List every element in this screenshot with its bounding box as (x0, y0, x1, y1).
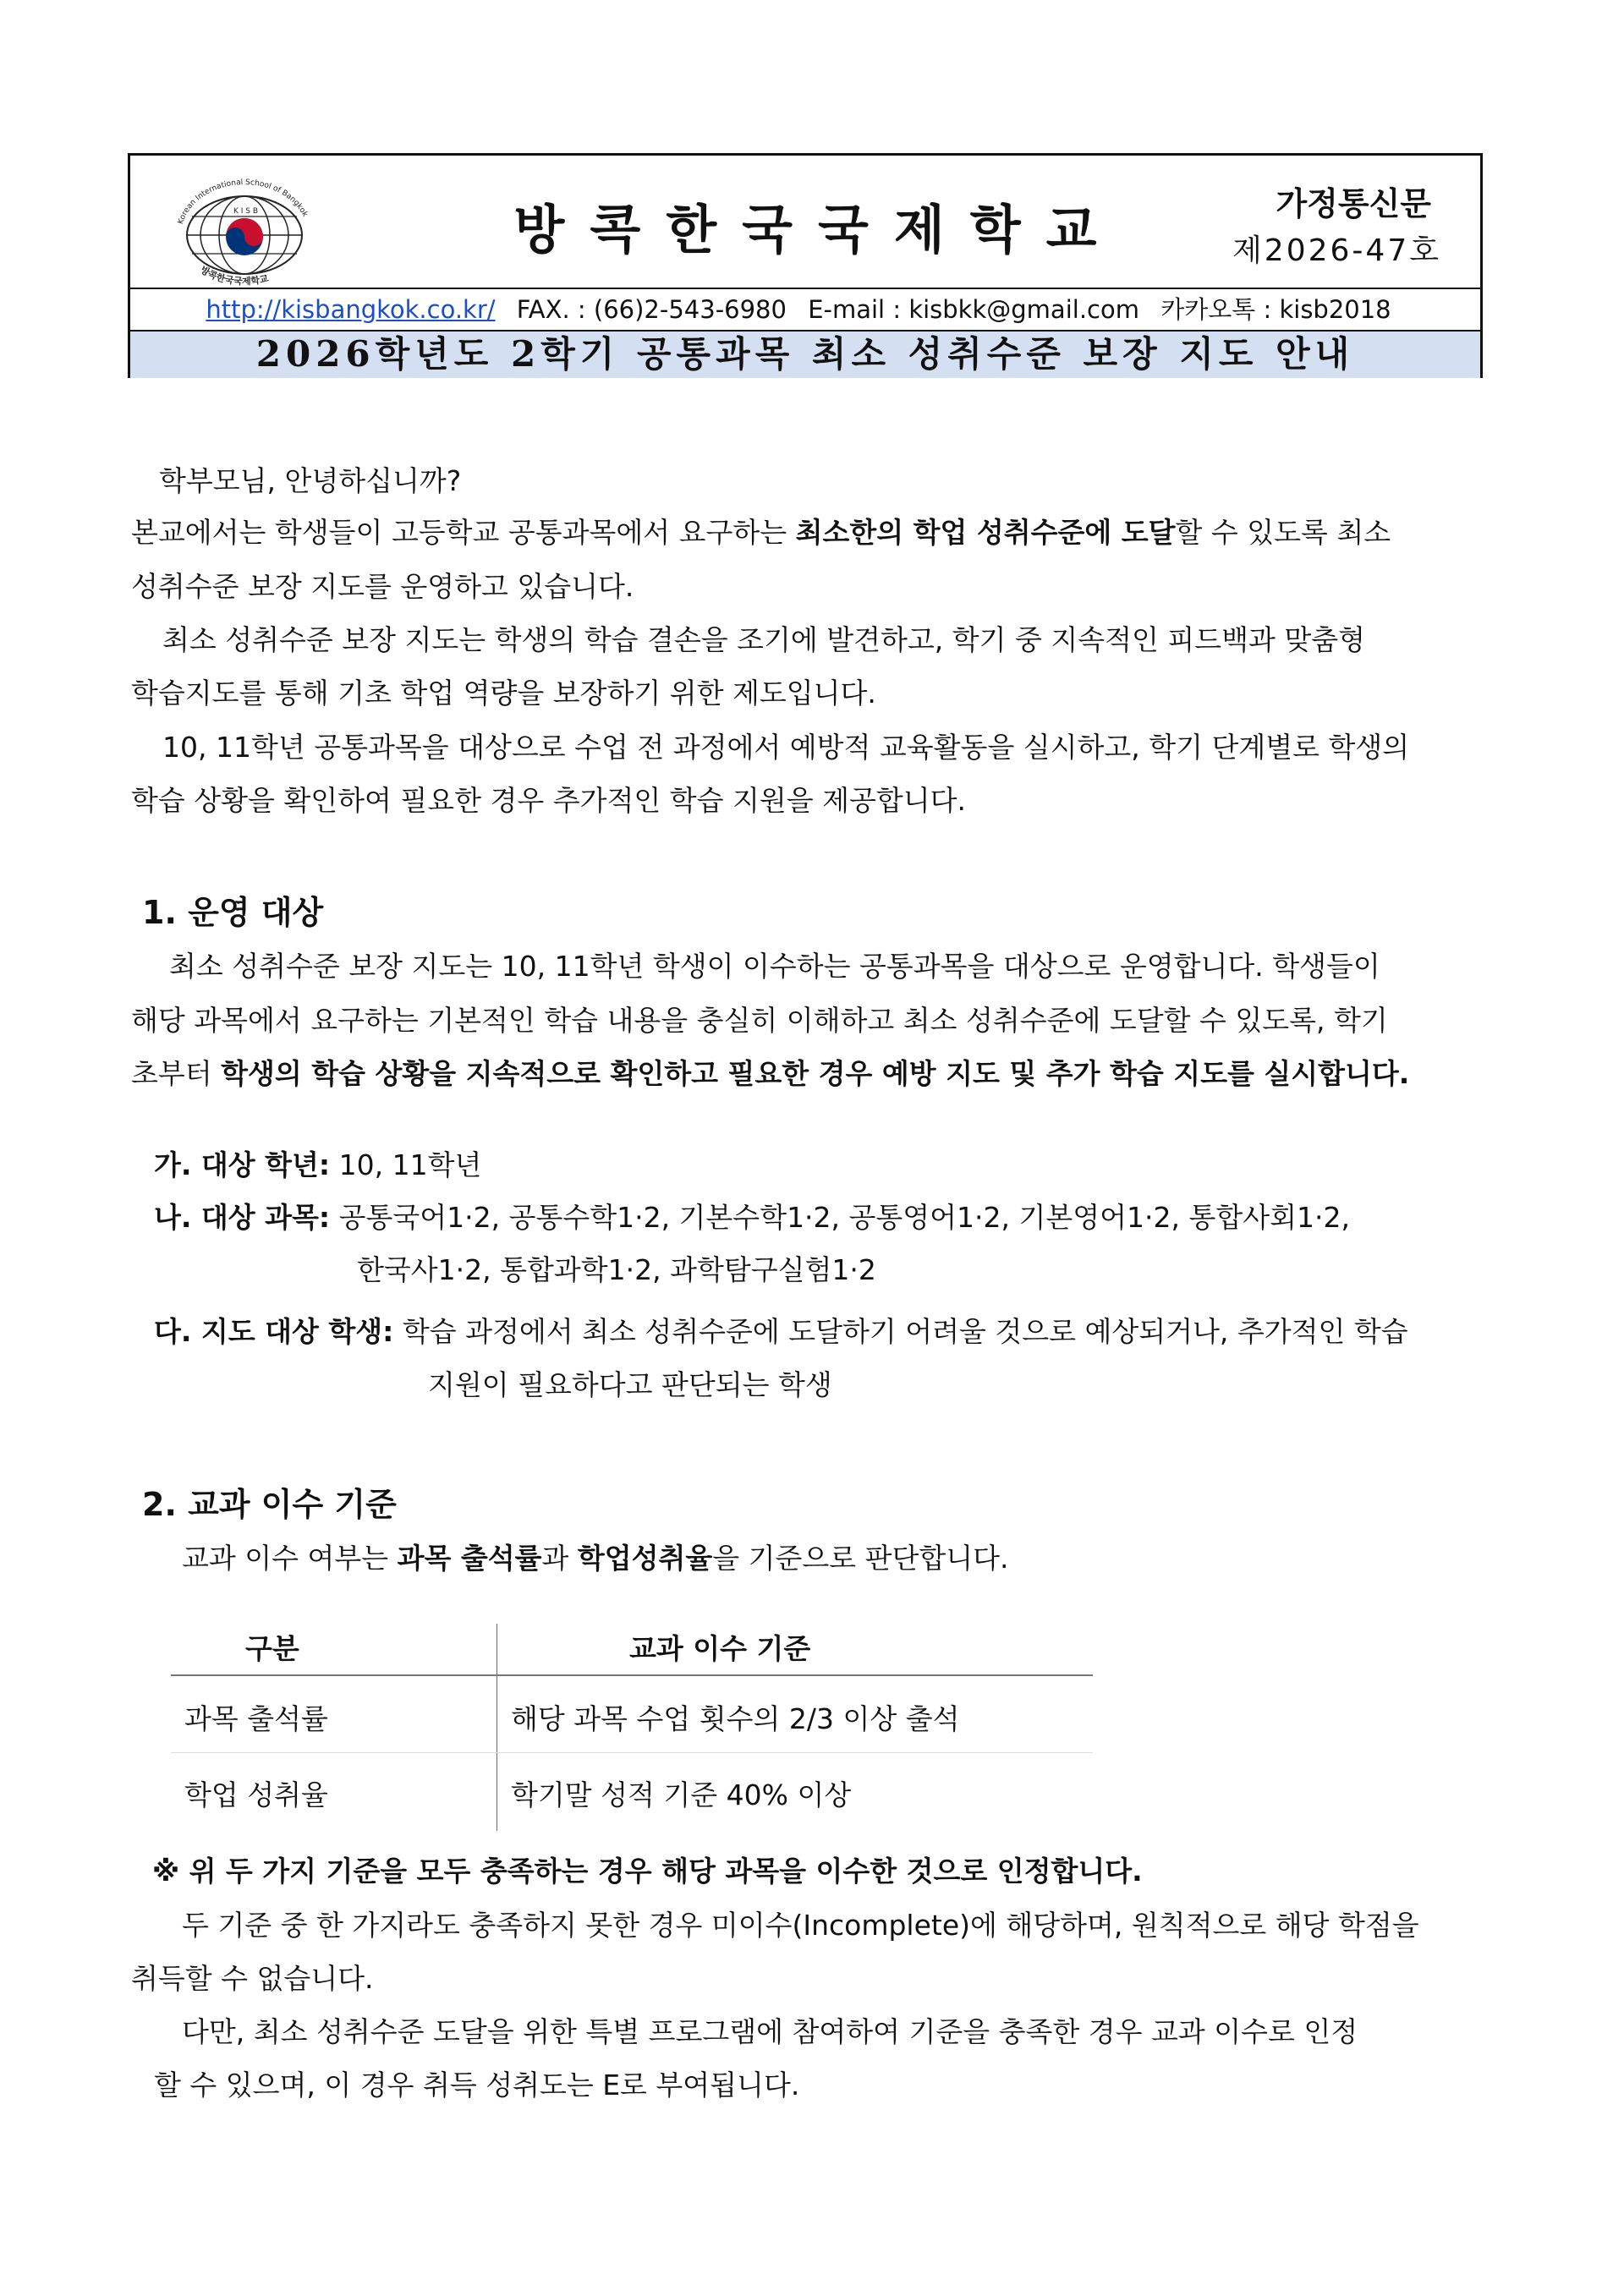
item-target-subjects-cont: 한국사1·2, 통합과학1·2, 과학탐구실험1·2 (357, 1253, 876, 1286)
completion-note: ※ 위 두 가지 기준을 모두 충족하는 경우 해당 과목을 이수한 것으로 인정합니다. (152, 1855, 1143, 1888)
logo-text-bottom: 방콕한국국제학교 (198, 264, 270, 288)
intro-paragraph-3-cont: 학습 상황을 확인하여 필요한 경우 추가적인 학습 지원을 제공합니다. (131, 784, 966, 817)
notice-type: 가정통신문 (1276, 185, 1431, 222)
table-header-category: 구분 (245, 1632, 299, 1665)
section-2-paragraph: 교과 이수 여부는 과목 출석률과 학업성취율을 기준으로 판단합니다. (182, 1542, 1009, 1575)
item-target-subjects: 나. 대상 과목: 공통국어1·2, 공통수학1·2, 기본수학1·2, 공통영어1·2, 기본영어1·2, 통합사회1·2, (154, 1201, 1350, 1234)
section-2-paragraph-2: 두 기준 중 한 가지라도 충족하지 못한 경우 미이수(Incomplete)에 해당하며, 원칙적으로 해당 학점을 (182, 1909, 1419, 1942)
logo-text-top: Korean International School of Bangkok (176, 178, 310, 226)
table-header-rule (171, 1674, 1093, 1676)
section-2-paragraph-3-cont: 할 수 있으며, 이 경우 취득 성취도는 E로 부여됩니다. (154, 2069, 800, 2101)
letterhead (128, 153, 1483, 378)
section-1-paragraph: 최소 성취수준 보장 지도는 10, 11학년 학생이 이수하는 공통과목을 대상으로 운영합니다. 학생들이 (169, 950, 1380, 983)
school-name: 방콕한국국제학교 (513, 199, 1122, 260)
intro-paragraph-2-cont: 학습지도를 통해 기초 학업 역량을 보장하기 위한 제도입니다. (131, 677, 876, 710)
contact-line (130, 288, 1480, 330)
item-target-students-cont: 지원이 필요하다고 판단되는 학생 (428, 1368, 832, 1401)
table-row-rule (171, 1752, 1093, 1753)
table-header-criteria: 교과 이수 기준 (629, 1632, 811, 1665)
notice-number: 제2026-47호 (1232, 233, 1441, 268)
section-1-heading: 1. 운영 대상 (142, 894, 324, 931)
item-target-grade: 가. 대상 학년: 10, 11학년 (154, 1148, 482, 1181)
section-2-heading: 2. 교과 이수 기준 (142, 1486, 397, 1523)
section-2-paragraph-3: 다만, 최소 성취수준 도달을 위한 특별 프로그램에 참여하여 기준을 충족한 경우 교과 이수로 인정 (182, 2015, 1358, 2048)
intro-paragraph-1: 본교에서는 학생들이 고등학교 공통과목에서 요구하는 최소한의 학업 성취수준에 도달할 수 있도록 최소 (131, 516, 1391, 549)
fax-number: FAX. : (66)2-543-6980 (516, 295, 787, 324)
section-1-paragraph-cont: 해당 과목에서 요구하는 기본적인 학습 내용을 충실히 이해하고 최소 성취수준에 도달할 수 있도록, 학기 (131, 1004, 1388, 1037)
logo-abbr: K I S B (233, 207, 259, 216)
table-row-2-category: 학업 성취율 (184, 1778, 328, 1811)
intro-paragraph-2: 최소 성취수준 보장 지도는 학생의 학습 결손을 조기에 발견하고, 학기 중 지속적인 피드백과 맞춤형 (162, 623, 1365, 656)
intro-paragraph-3: 10, 11학년 공통과목을 대상으로 수업 전 과정에서 예방적 교육활동을 실시하고, 학기 단계별로 학생의 (162, 731, 1410, 764)
letterhead-top (130, 156, 1480, 288)
kakao-id: 카카오톡 : kisb2018 (1160, 295, 1391, 324)
table-row-2-criteria: 학기말 성적 기준 40% 이상 (511, 1778, 852, 1811)
section-1-paragraph-emphasis: 초부터 학생의 학습 상황을 지속적으로 확인하고 필요한 경우 예방 지도 및 추가 학습 지도를 실시합니다. (131, 1057, 1410, 1090)
notice-title: 2026학년도 2학기 공통과목 최소 성취수준 보장 지도 안내 (130, 330, 1480, 378)
table-row-1-category: 과목 출석률 (184, 1702, 328, 1735)
email-address: E-mail : kisbkk@gmail.com (808, 295, 1139, 324)
table-row-1-criteria: 해당 과목 수업 횟수의 2/3 이상 출석 (511, 1702, 960, 1735)
item-target-students: 다. 지도 대상 학생: 학습 과정에서 최소 성취수준에 도달하기 어려울 것으로 예상되거나, 추가적인 학습 (154, 1315, 1408, 1348)
greeting: 학부모님, 안녕하십니까? (159, 464, 462, 497)
school-url-link[interactable]: http://kisbangkok.co.kr/ (206, 295, 496, 324)
intro-paragraph-1-cont: 성취수준 보장 지도를 운영하고 있습니다. (131, 570, 634, 603)
section-2-paragraph-2-cont: 취득할 수 없습니다. (131, 1962, 374, 1995)
